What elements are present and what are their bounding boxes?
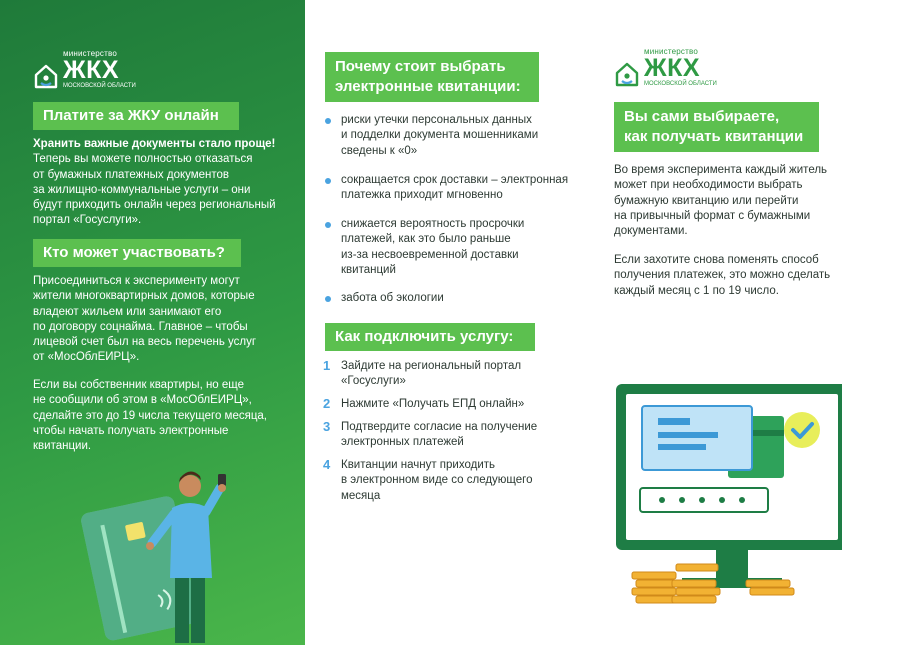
text-line: Подтвердите согласие на получение — [341, 421, 538, 433]
text-line: забота об экологии — [341, 292, 444, 304]
person-with-card-illustration — [80, 448, 250, 645]
choose-paragraph — [614, 163, 894, 239]
header-you-choose — [614, 102, 819, 152]
house-icon — [614, 61, 640, 87]
step-number: 3 — [323, 419, 331, 434]
step-number: 2 — [323, 396, 331, 411]
header-line: Почему стоит выбрать — [335, 58, 506, 75]
text-line: на привычный формат с бумажными — [614, 209, 811, 222]
text-line: чтобы начать получать электронные — [33, 424, 229, 437]
logo-bottom-label: МОСКОВСКОЙ ОБЛАСТИ — [644, 81, 717, 87]
text-line: от «МосОблЕИРЦ». — [33, 351, 140, 364]
bullet-dot-icon — [325, 296, 331, 302]
monitor-illustration — [612, 380, 842, 605]
header-how-to-connect: Как подключить услугу: — [325, 323, 535, 351]
logo-top-label: министерство — [644, 47, 699, 56]
right-panel — [602, 0, 900, 645]
text-line: платежей, как это было раньше — [341, 233, 511, 246]
intro-lead: Хранить важные документы стало проще! — [33, 138, 276, 150]
text-line: и подделки документа мошенниками — [341, 129, 539, 142]
logo-top-label: министерство — [63, 49, 118, 58]
logo-left — [33, 50, 136, 89]
owner-paragraph — [33, 378, 298, 454]
text-line: сделайте это до 19 числа текущего месяца, — [33, 409, 267, 422]
text-line: за жилищно-коммунальные услуги – они — [33, 183, 251, 196]
logo-main: ЖКХ — [644, 54, 701, 82]
text-line: от бумажных платежных документов — [33, 168, 230, 181]
text-line: сведены к «0» — [341, 144, 418, 157]
text-line: каждый месяц с 1 по 19 число. — [614, 284, 779, 297]
bullet-dot-icon — [325, 118, 331, 124]
text-line: владеют жильем или занимают его — [33, 305, 222, 318]
text-line: риски утечки персональных данных — [341, 114, 532, 126]
text-line: Зайдите на региональный портал — [341, 360, 522, 372]
text-line: Присоединиться к эксперименту могут — [33, 275, 240, 287]
text-line: будут приходить онлайн через региональный — [33, 199, 276, 212]
bullet-dot-icon — [325, 178, 331, 184]
text-line: не сообщили об этом в «МосОблЕИРЦ», — [33, 394, 252, 407]
text-line: портал «Госуслуги». — [33, 214, 142, 227]
intro-paragraph — [33, 137, 298, 229]
step-number: 4 — [323, 457, 331, 472]
text-line: бумажную квитанцию или перейти — [614, 194, 799, 207]
house-icon — [33, 63, 59, 89]
left-panel — [0, 0, 305, 645]
text-line: Нажмите «Получать ЕПД онлайн» — [341, 398, 525, 410]
text-line: получения платежек, это можно сделать — [614, 269, 831, 282]
coins-illustration — [632, 564, 794, 603]
header-who-can-participate: Кто может участвовать? — [33, 239, 241, 267]
text-line: из-за несвоевременной доставки — [341, 248, 519, 261]
text-line: в электронном виде со следующего — [341, 474, 533, 487]
header-line: Вы сами выбираете, — [624, 108, 780, 125]
who-paragraph — [33, 274, 298, 366]
header-line: как получать квитанции — [624, 128, 804, 145]
middle-panel — [305, 0, 602, 645]
header-line: электронные квитанции: — [335, 78, 521, 95]
text-line: платежка приходит мгновенно — [341, 189, 503, 202]
text-line: Теперь вы можете полностью отказаться — [33, 153, 253, 166]
text-line: сокращается срок доставки – электронная — [341, 174, 569, 186]
header-pay-online: Платите за ЖКУ онлайн — [33, 102, 239, 130]
text-line: снижается вероятность просрочки — [341, 218, 525, 230]
text-line: может при необходимости выбрать — [614, 179, 803, 192]
text-line: жители многоквартирных домов, которые — [33, 290, 255, 303]
change-paragraph — [614, 253, 894, 299]
text-line: лицевой счет был на весь перечень услуг — [33, 336, 257, 349]
logo-main: ЖКХ — [63, 56, 120, 84]
text-line: месяца — [341, 489, 381, 502]
text-line: «Госуслуги» — [341, 375, 406, 388]
header-why-electronic — [325, 52, 539, 102]
text-line: квитанции. — [33, 440, 92, 453]
text-line: Во время эксперимента каждый житель — [614, 164, 828, 176]
text-line: электронных платежей — [341, 436, 464, 449]
bullet-dot-icon — [325, 222, 331, 228]
text-line: Если вы собственник квартиры, но еще — [33, 379, 245, 391]
text-line: по договору соцнайма. Главное – чтобы — [33, 320, 248, 333]
logo-right — [614, 48, 717, 87]
text-line: Квитанции начнут приходить — [341, 459, 495, 471]
text-line: квитанций — [341, 263, 396, 276]
text-line: документами. — [614, 225, 688, 238]
checkmark-icon — [784, 412, 820, 448]
step-number: 1 — [323, 358, 331, 373]
text-line: Если захотите снова поменять способ — [614, 254, 819, 266]
logo-bottom-label: МОСКОВСКОЙ ОБЛАСТИ — [63, 83, 136, 89]
